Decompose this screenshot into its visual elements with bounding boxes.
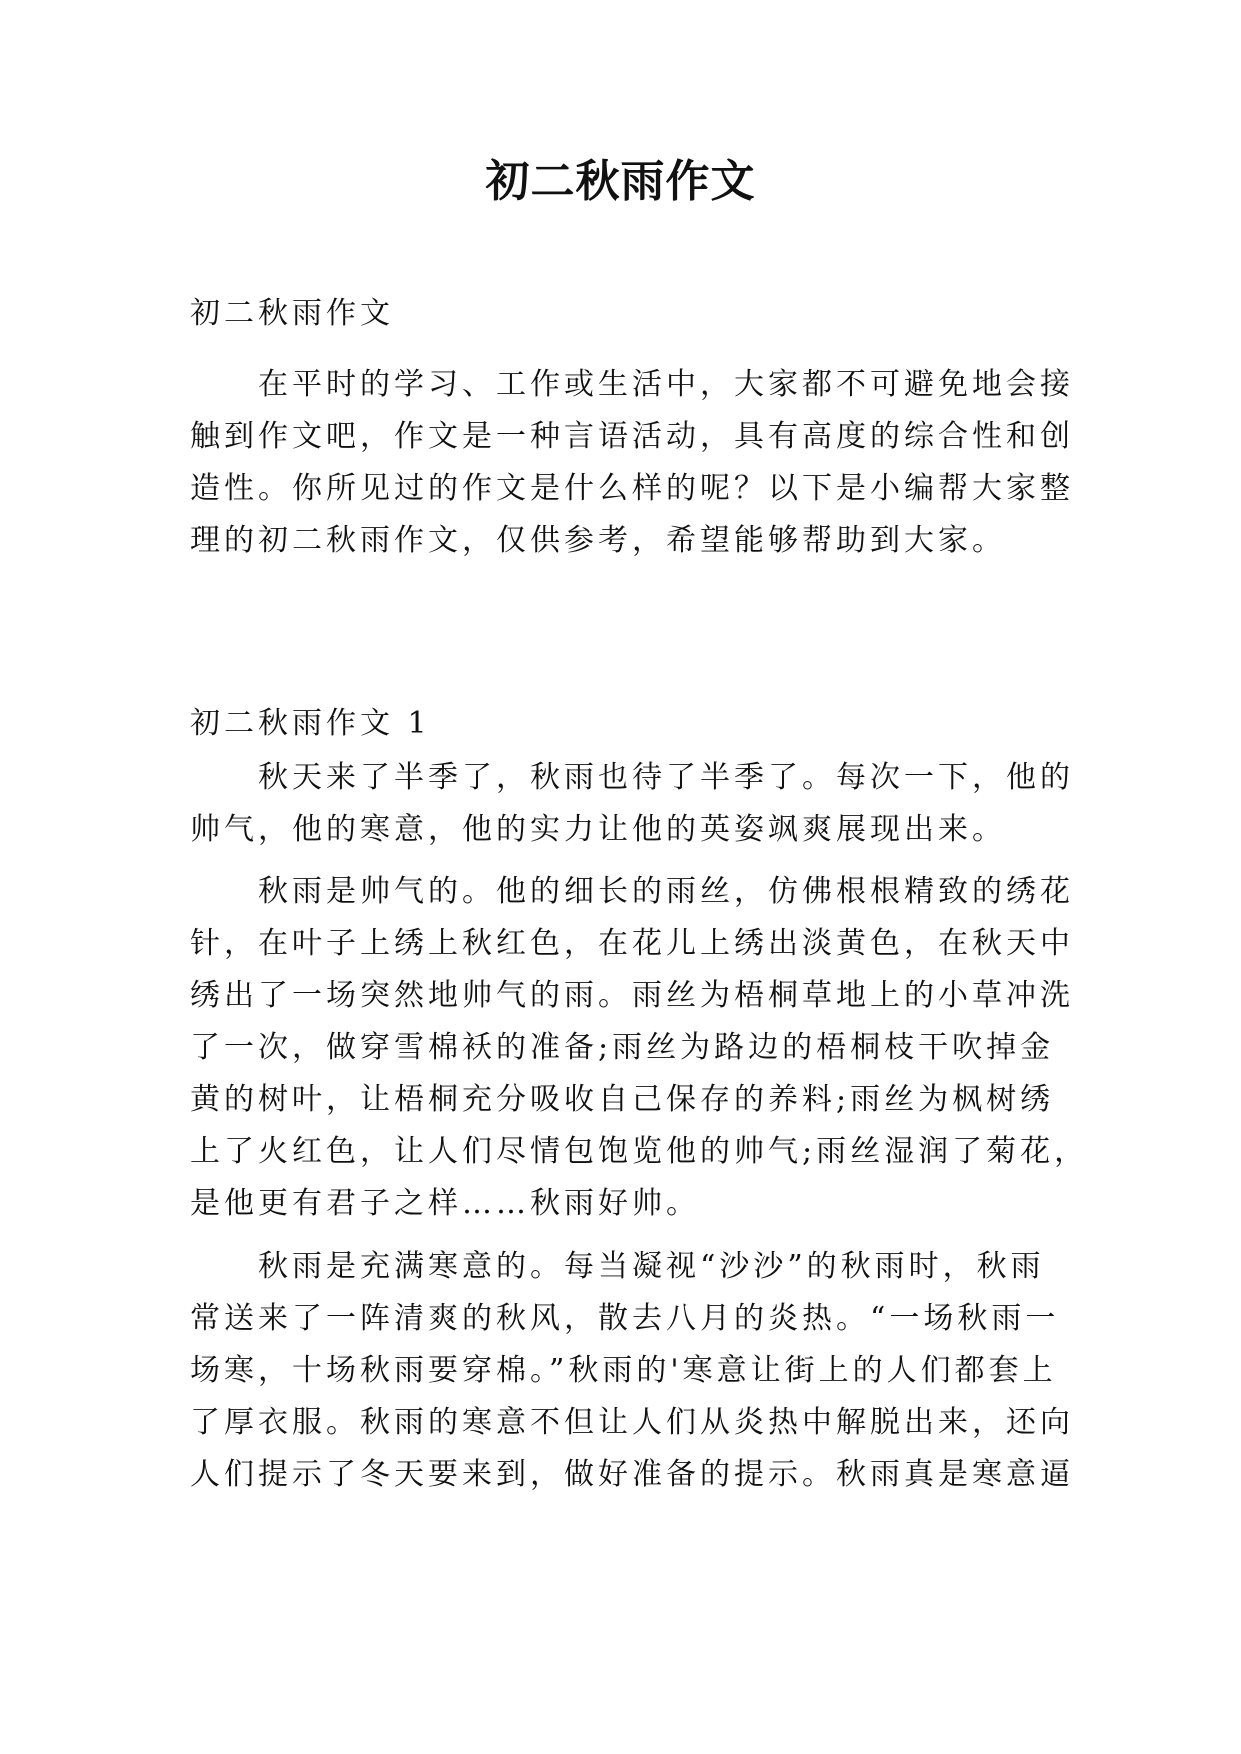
body-line: 场寒，十场秋雨要穿棉。”秋雨的'寒意让街上的人们都套上 xyxy=(190,1353,1057,1388)
body-line: 人们提示了冬天要来到，做好准备的提示。秋雨真是寒意逼 xyxy=(190,1457,1074,1492)
body-line: 黄的树叶，让梧桐充分吸收自己保存的养料;雨丝为枫树绣 xyxy=(190,1082,1055,1117)
body-line: 帅气，他的寒意，他的实力让他的英姿飒爽展现出来。 xyxy=(190,812,1006,847)
document-subtitle: 初二秋雨作文 xyxy=(190,296,394,331)
body-line: 针，在叶子上绣上秋红色，在花儿上绣出淡黄色，在秋天中 xyxy=(190,926,1074,961)
section-heading: 初二秋雨作文 1 xyxy=(190,706,431,741)
intro-line: 触到作文吧，作文是一种言语活动，具有高度的综合性和创 xyxy=(190,419,1074,454)
intro-line: 造性。你所见过的作文是什么样的呢？以下是小编帮大家整 xyxy=(190,471,1074,506)
document-title: 初二秋雨作文 xyxy=(485,156,756,207)
body-line: 上了火红色，让人们尽情包饱览他的帅气;雨丝湿润了菊花， xyxy=(190,1134,1089,1169)
intro-line: 在平时的学习、工作或生活中，大家都不可避免地会接 xyxy=(190,367,1074,402)
body-line: 秋雨是帅气的。他的细长的雨丝，仿佛根根精致的绣花 xyxy=(190,874,1074,909)
body-line: 秋雨是充满寒意的。每当凝视“沙沙”的秋雨时，秋雨 xyxy=(190,1249,1045,1284)
body-line: 绣出了一场突然地帅气的雨。雨丝为梧桐草地上的小草冲洗 xyxy=(190,978,1074,1013)
body-line: 是他更有君子之样……秋雨好帅。 xyxy=(190,1186,700,1221)
body-line: 常送来了一阵清爽的秋风，散去八月的炎热。“一场秋雨一 xyxy=(190,1301,1060,1336)
body-line: 秋天来了半季了，秋雨也待了半季了。每次一下，他的 xyxy=(190,760,1074,795)
intro-line: 理的初二秋雨作文，仅供参考，希望能够帮助到大家。 xyxy=(190,523,1006,558)
body-line: 了厚衣服。秋雨的寒意不但让人们从炎热中解脱出来，还向 xyxy=(190,1405,1074,1440)
body-line: 了一次，做穿雪棉袄的准备;雨丝为路边的梧桐枝干吹掉金 xyxy=(190,1030,1055,1065)
